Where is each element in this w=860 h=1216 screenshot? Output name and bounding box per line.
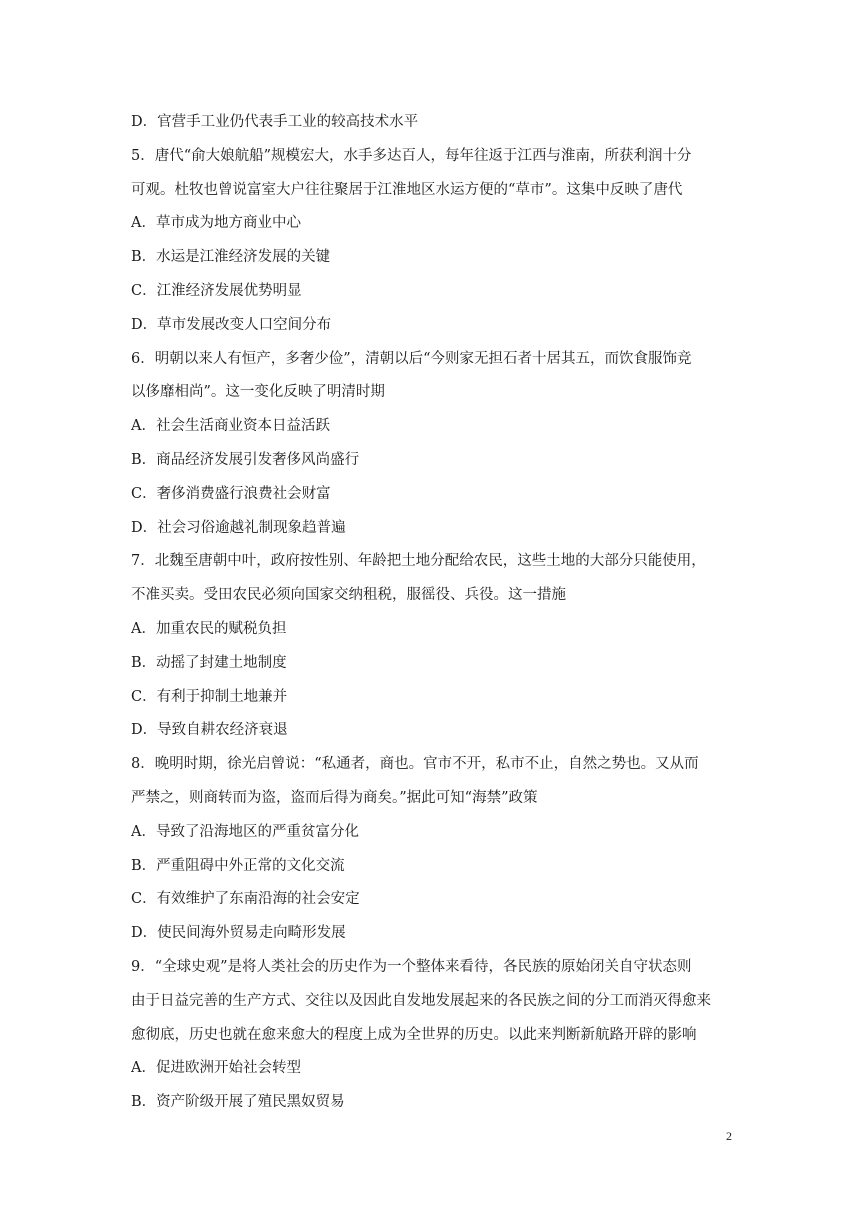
question-7-stem-line-1: 7．北魏至唐朝中叶，政府按性别、年龄把土地分配给农民，这些土地的大部分只能使用， xyxy=(131,553,706,570)
option-c-q5: C．江淮经济发展优势明显 xyxy=(131,282,302,299)
option-b-q7: B．动摇了封建土地制度 xyxy=(131,654,287,671)
question-6-stem-line-2: 以侈靡相尚”。这一变化反映了明清时期 xyxy=(131,384,385,401)
option-a-q6: A．社会生活商业资本日益活跃 xyxy=(131,418,330,435)
option-b-q8: B．严重阻碍中外正常的文化交流 xyxy=(131,857,345,874)
option-c-q8: C．有效维护了东南沿海的社会安定 xyxy=(131,891,360,908)
option-b-q9: B．资产阶级开展了殖民黑奴贸易 xyxy=(131,1094,345,1111)
option-b-q6: B．商品经济发展引发奢侈风尚盛行 xyxy=(131,451,360,468)
question-7-stem-line-2: 不准买卖。受田农民必须向国家交纳租税，服徭役、兵役。这一措施 xyxy=(131,587,566,604)
option-c-q6: C．奢侈消费盛行浪费社会财富 xyxy=(131,485,331,502)
option-a-q9: A．促进欧洲开始社会转型 xyxy=(131,1060,301,1077)
option-a-q5: A．草市成为地方商业中心 xyxy=(131,215,301,232)
question-8-stem-line-2: 严禁之，则商转而为盗，盗而后得为商矣。”据此可知“海禁”政策 xyxy=(131,789,538,806)
question-8-stem-line-1: 8．晚明时期，徐光启曾说：“私通者，商也。官市不开，私市不止，自然之势也。又从而 xyxy=(131,756,699,773)
question-6-stem-line-1: 6．明朝以来人有恒产，多奢少俭”，清朝以后“今则家无担石者十居其五，而饮食服饰竞 xyxy=(131,350,692,367)
option-a-q7: A．加重农民的赋税负担 xyxy=(131,620,287,637)
question-9-stem-line-1: 9．“全球史观”是将人类社会的历史作为一个整体来看待，各民族的原始闭关自守状态则 xyxy=(131,958,692,975)
option-d-q8: D．使民间海外贸易走向畸形发展 xyxy=(131,925,346,942)
option-b-q5: B．水运是江淮经济发展的关键 xyxy=(131,249,331,266)
question-5-stem-line-1: 5．唐代“俞大娘航船”规模宏大，水手多达百人，每年往返于江西与淮南，所获利润十分 xyxy=(131,147,692,164)
question-9-stem-line-3: 愈彻底，历史也就在愈来愈大的程度上成为全世界的历史。以此来判断新航路开辟的影响 xyxy=(131,1026,697,1043)
option-d-q4: D．官营手工业仍代表手工业的较高技术水平 xyxy=(131,114,419,130)
option-a-q8: A．导致了沿海地区的严重贫富分化 xyxy=(131,823,359,840)
question-5-stem-line-2: 可观。杜牧也曾说富室大户往往聚居于江淮地区水运方便的“草市”。这集中反映了唐代 xyxy=(131,181,683,198)
question-9-stem-line-2: 由于日益完善的生产方式、交往以及因此自发地发展起来的各民族之间的分工而消灭得愈来 xyxy=(131,992,711,1009)
page-number: 2 xyxy=(726,1129,732,1143)
option-d-q7: D．导致自耕农经济衰退 xyxy=(131,722,288,739)
option-c-q7: C．有利于抑制土地兼并 xyxy=(131,688,288,705)
option-d-q5: D．草市发展改变人口空间分布 xyxy=(131,316,332,333)
option-d-q6: D．社会习俗逾越礼制现象趋普遍 xyxy=(131,519,346,536)
question-text xyxy=(131,108,731,1122)
